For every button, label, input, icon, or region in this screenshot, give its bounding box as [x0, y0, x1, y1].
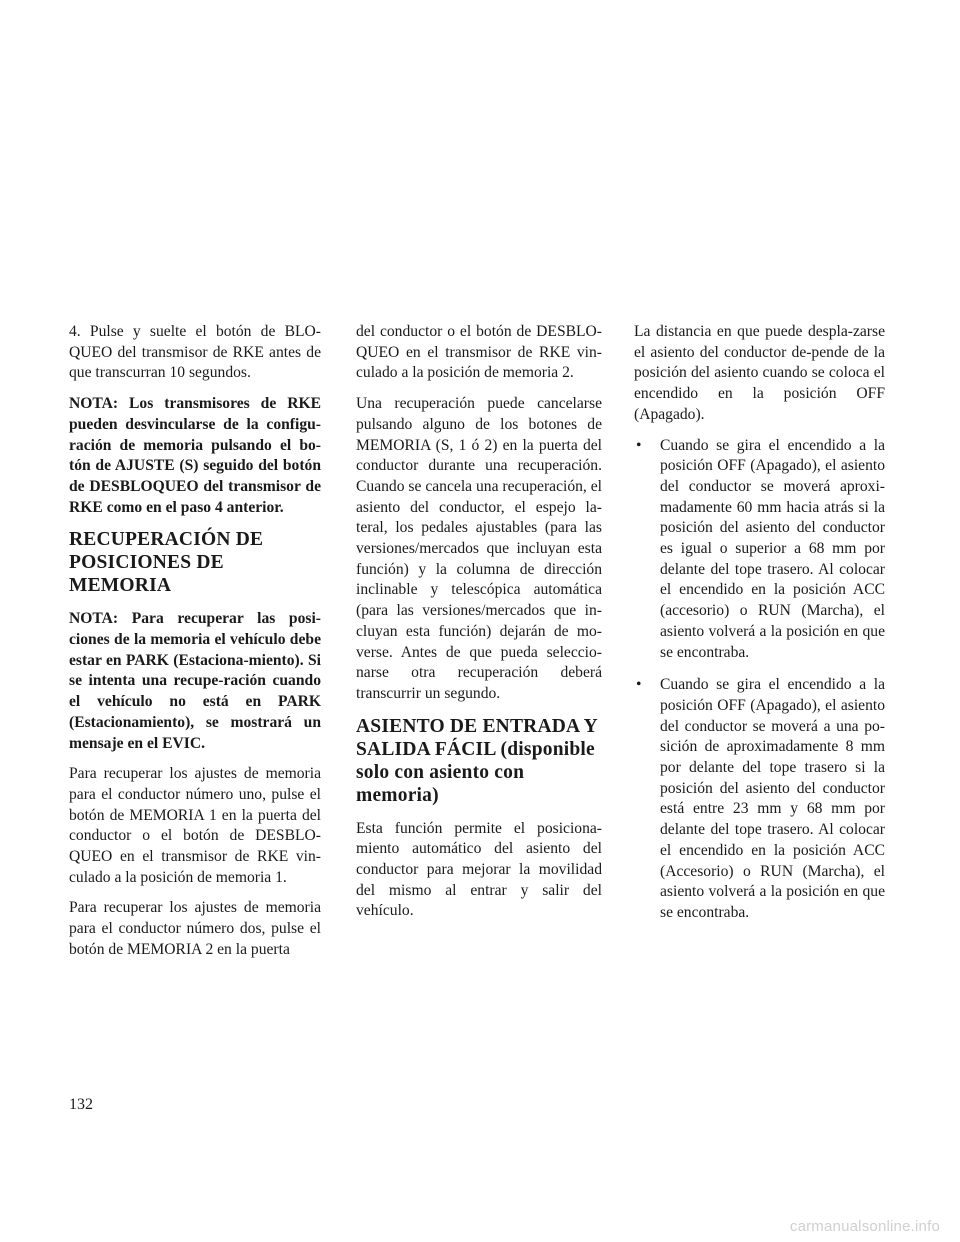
- paragraph-driver-one: Para recuperar los ajustes de memoria para el conductor número uno, pulse el botón de MEMORIA 1 en la puerta del conductor o el botón de DESBLO-QUEO en el transmisor de RKE vin-culado a la posición de memoria 1.: [69, 765, 321, 886]
- note-unlink-transmitters: NOTA: Los transmisores de RKE pueden desvincularse de la configu-ración de memoria pulsando el bo-tón de AJUSTE (S) seguido del botón de DESBLOQUEO del transmisor de RKE como en el paso 4 anterior.: [69, 395, 321, 516]
- paragraph-driver-two-cont: del conductor o el botón de DESBLO-QUEO en el transmisor de RKE vin-culado a la posición de memoria 2.: [356, 323, 602, 382]
- heading-memory-recall: RECUPERACIÓN DE POSICIONES DE MEMORIA: [69, 529, 264, 597]
- watermark: carmanualsonline.info: [789, 1218, 940, 1235]
- heading-easy-entry-exit: ASIENTO DE ENTRADA Y SALIDA FÁCIL (disponible solo con asiento con memoria): [356, 715, 598, 806]
- paragraph-driver-two: Para recuperar los ajustes de memoria para el conductor número dos, pulse el botón de MEMORIA 2 en la puerta: [69, 899, 321, 958]
- column-left: [69, 322, 321, 971]
- note-park-required: NOTA: Para recuperar las posi-ciones de la memoria el vehículo debe estar en PARK (Estaciona-miento). Si se intenta una recupe-ración cuando el vehículo no está en PARK (Estacionamiento), se mostrará un mensaje en el EVIC.: [69, 610, 321, 752]
- paragraph-easy-entry-desc: Esta función permite el posiciona-miento automático del asiento del conductor para mejorar la movilidad del mismo al entrar y salir del vehículo.: [356, 819, 602, 920]
- bullet-icon: •: [636, 676, 642, 694]
- page-number: 132: [69, 1096, 93, 1113]
- list-item: [634, 675, 885, 923]
- step-4-text: 4. Pulse y suelte el botón de BLO-QUEO del transmisor de RKE antes de que transcurran 10 segundos.: [69, 323, 321, 382]
- column-right: [634, 322, 885, 936]
- list-item: [634, 436, 885, 664]
- bullet-list: [634, 436, 885, 924]
- bullet-icon: •: [636, 436, 642, 454]
- paragraph-cancel-recall: Una recuperación puede cancelarse pulsando alguno de los botones de MEMORIA (S, 1 ó 2) en la puerta del conductor durante una recuperación. Cuando se cancela una recuperación, el asiento del conductor, el espejo la-teral, los pedales ajustables (para las versiones/mercados que incluyan esta función) y la columna de dirección inclinable y telescópica automática (para las versiones/mercados que in-cluyan esta función) dejarán de mo-verse. Antes de que pueda seleccio-narse otra recuperación deberá transcurrir un segundo.: [356, 395, 602, 702]
- list-item-text: Cuando se gira el encendido a la posición OFF (Apagado), el asiento del conductor se moverá aproxi-madamente 60 mm hacia atrás si la posición del asiento del conductor es igual o superior a 68 mm por delante del tope trasero. Al colocar el encendido en la posición ACC (accesorio) o RUN (Marcha), el asiento volverá a la posición en que se encontraba.: [660, 436, 885, 661]
- column-middle: [356, 322, 602, 932]
- list-item-text: Cuando se gira el encendido a la posición OFF (Apagado), el asiento del conductor se moverá a una po-sición de aproximadamente 8 mm por delante del tope trasero si la posición del asiento del conductor está entre 23 mm y 68 mm por delante del tope trasero. Al colocar el encendido en la posición ACC (Accesorio) o RUN (Marcha), el asiento volverá a la posición en que se encontraba.: [660, 676, 885, 921]
- paragraph-seat-distance: La distancia en que puede despla-zarse el asiento del conductor de-pende de la posición del asiento cuando se coloca el encendido en la posición OFF (Apagado).: [634, 323, 885, 423]
